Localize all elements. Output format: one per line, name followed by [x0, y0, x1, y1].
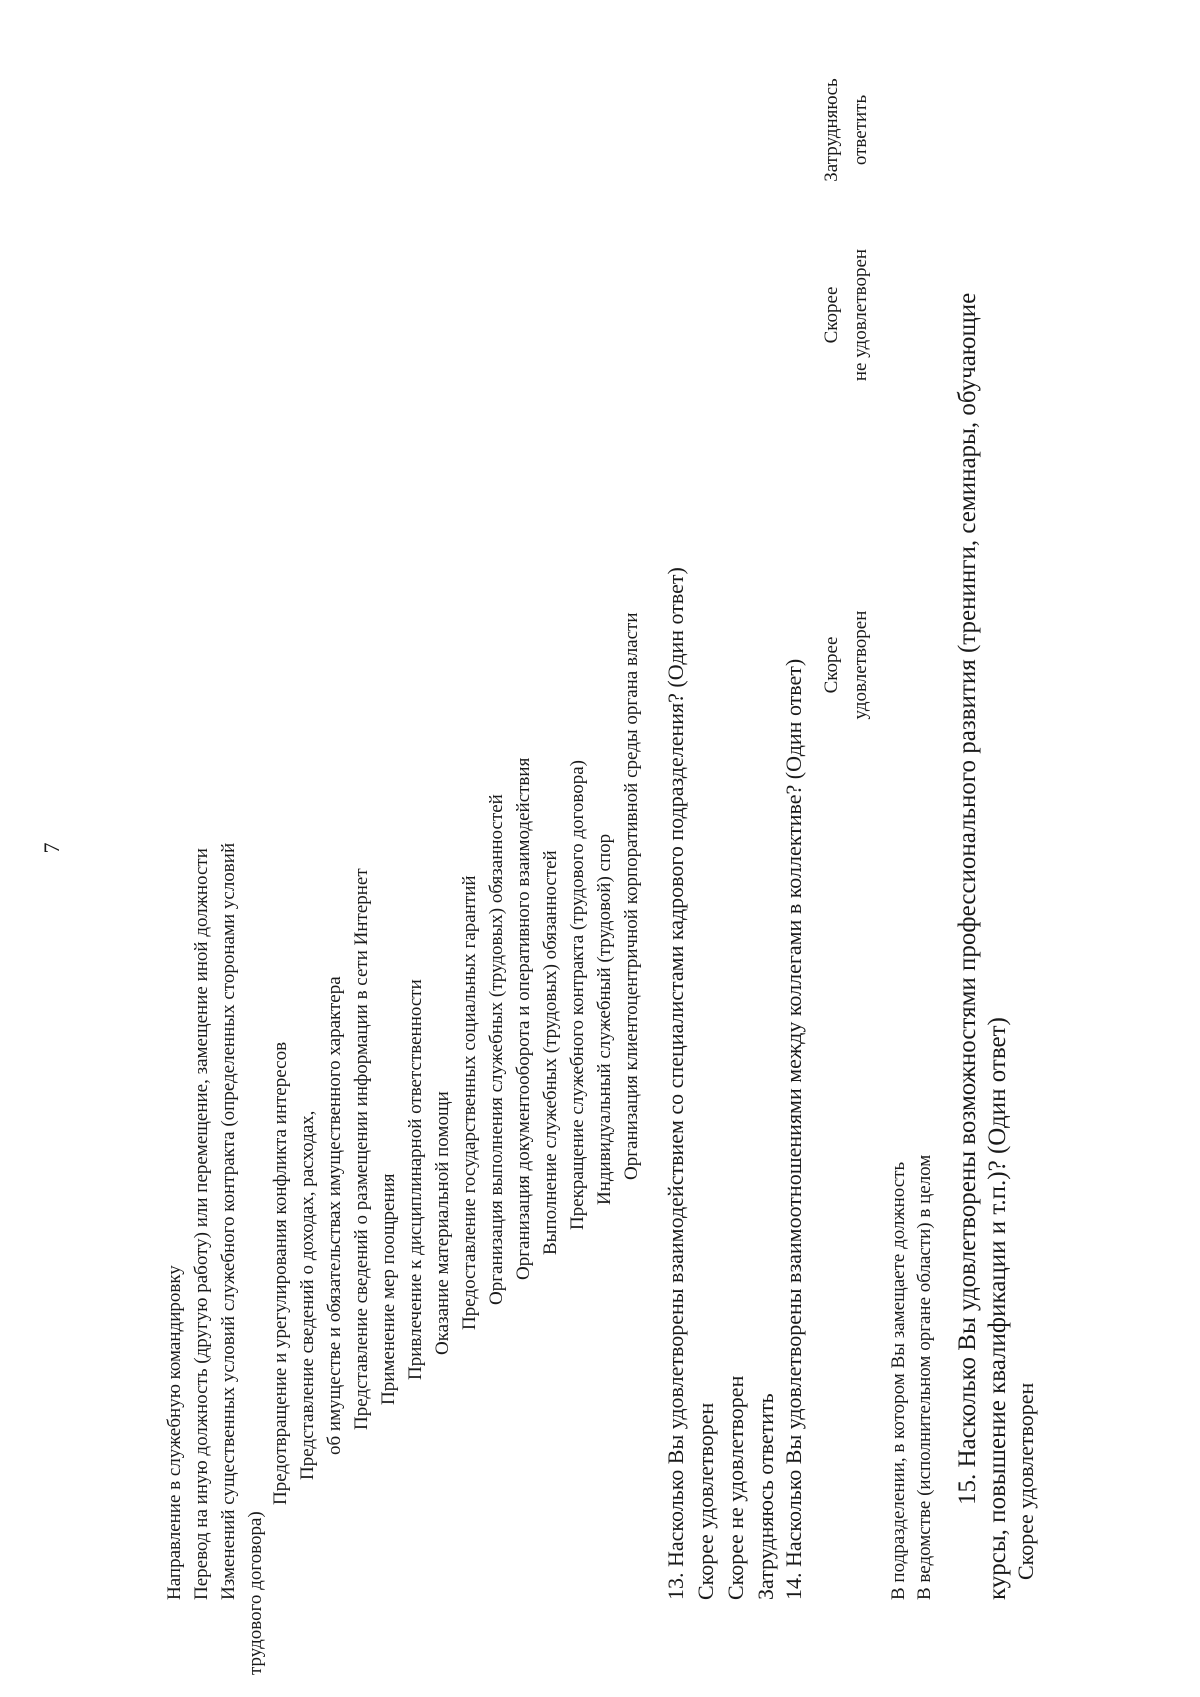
- table-row: В ведомстве (исполнительном органе области) в целом: [914, 1154, 935, 1600]
- list-item: Организация документооборота и оперативного взаимодействия: [513, 757, 534, 1280]
- list-item: Оказание материальной помощи: [432, 1091, 453, 1355]
- list-item: об имуществе и обязательствах имущественного характера: [324, 976, 345, 1455]
- list-item: Изменений существенных условий служебного контракта (определенных сторонами условий: [218, 842, 239, 1600]
- list-item: Организация выполнения служебных (трудовых) обязанностей: [486, 794, 507, 1305]
- table-row: В подразделении, в котором Вы замещаете должность: [888, 1161, 909, 1600]
- column-header: Затрудняюсь ответить: [821, 78, 871, 182]
- column-header: Скорее не удовлетворен: [821, 248, 871, 382]
- question-text: 13. Насколько Вы удовлетворены взаимодействием со специалистами кадрового подразделения? (Один ответ): [663, 567, 688, 1600]
- list-item: Привлечение к дисциплинарной ответственности: [405, 979, 426, 1380]
- answer-option: Затрудняюсь ответить: [753, 1393, 778, 1600]
- list-item: Предоставление государственных социальных гарантий: [459, 875, 480, 1330]
- list-item: Предотвращение и урегулирования конфликта интересов: [270, 1041, 291, 1505]
- question-text: 15. Насколько Вы удовлетворены возможностями профессионального развития (тренинги, семинары, обучающие: [954, 292, 981, 1505]
- column-header: Скорее удовлетворен: [821, 610, 871, 720]
- list-item: Организация клиентоцентричной корпоративной среды органа власти: [621, 612, 642, 1180]
- list-item: трудового договора): [245, 1511, 266, 1675]
- list-item: Представление сведений о доходах, расходах,: [297, 1110, 318, 1480]
- list-item: Направление в служебную командировку: [164, 1265, 185, 1600]
- answer-option: Скорее не удовлетворен: [723, 1375, 748, 1600]
- list-item: Перевод на иную должность (другую работу) или перемещение, замещение иной должности: [191, 848, 212, 1600]
- question-text: курсы, повышение квалификации и т.п.)? (Один ответ): [984, 1017, 1011, 1600]
- question-text: 14. Насколько Вы удовлетворены взаимоотношениями между коллегами в коллективе? (Один ответ): [781, 658, 806, 1600]
- answer-option: Скорее удовлетворен: [1013, 1382, 1038, 1580]
- list-item: Прекращение служебного контракта (трудового договора): [567, 760, 588, 1230]
- list-item: Применение мер поощрения: [378, 1173, 399, 1405]
- list-item: Выполнение служебных (трудовых) обязанностей: [540, 850, 561, 1255]
- page-number: 7: [39, 842, 64, 854]
- rotated-page: [164, 40, 1200, 1675]
- list-item: Индивидуальный служебный (трудовой) спор: [594, 833, 615, 1205]
- list-item: Представление сведений о размещении информации в сети Интернет: [351, 868, 372, 1430]
- answer-option: Скорее удовлетворен: [693, 1402, 718, 1600]
